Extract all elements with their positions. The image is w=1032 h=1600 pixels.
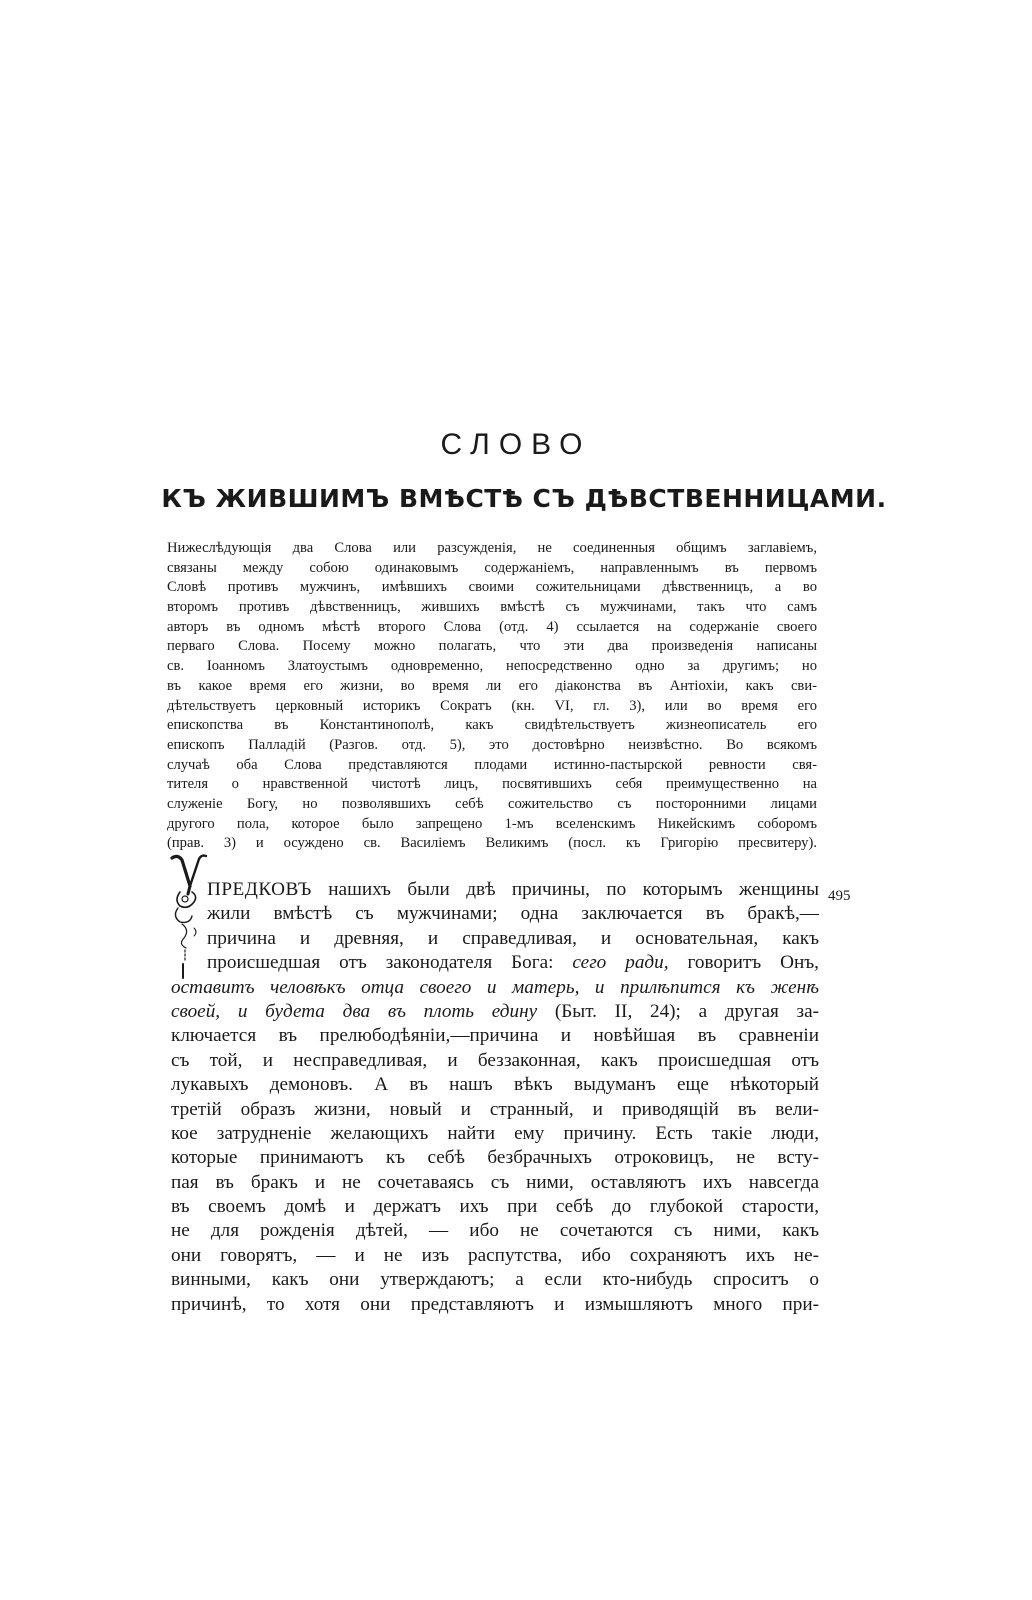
opening-word: ПРЕДКОВЪ xyxy=(207,879,312,900)
intro-line: дѣтельствуетъ церковный историкъ Сократъ (кн. VI, гл. 3), или во время его xyxy=(167,697,817,714)
intro-line: служеніе Богу, но позволявшихъ себѣ сожительство съ посторонними лицами xyxy=(167,795,817,812)
text-line: лукавыхъ демоновъ. А въ нашъ вѣкъ выдуманъ еще нѣкоторый xyxy=(171,1074,819,1096)
intro-line: авторъ въ одномъ мѣстѣ второго Слова (отд. 4) ссылается на содержаніе своего xyxy=(167,618,817,635)
intro-line: другого пола, которое было запрещено 1-мъ вселенскимъ Никейскимъ соборомъ xyxy=(167,815,817,832)
intro-line: въ какое время его жизни, во время ли его діаконства въ Антіохіи, какъ сви- xyxy=(167,677,817,694)
text-lines-continued xyxy=(171,1024,819,1317)
margin-page-number: 495 xyxy=(828,888,851,904)
scripture-quote: сего ради, xyxy=(572,952,669,974)
main-text xyxy=(171,878,819,1317)
intro-line: епископъ Палладій (Разгов. отд. 5), это достовѣрно неизвѣстно. Во всякомъ xyxy=(167,736,817,753)
text-line: они говорятъ, — и не изъ распутства, ибо сохраняютъ ихъ не- xyxy=(171,1244,819,1266)
text-line: которые принимаютъ къ себѣ безбрачныхъ отроковицъ, не всту- xyxy=(171,1147,819,1169)
intro-line: епископства въ Константинополѣ, какъ свидѣтельствуетъ жизнеописатель его xyxy=(167,717,817,734)
text-line: жили вмѣстѣ съ мужчинами; одна заключается въ бракѣ,— xyxy=(207,903,819,925)
text-line: происшедшая отъ законодателя Бога: сего ради, говоритъ Онъ, xyxy=(207,952,819,974)
intro-line: Нижеслѣдующія два Слова или разсужденія, не соединенныя общимъ заглавіемъ, xyxy=(167,540,817,556)
scripture-quote: оставитъ человѣкъ отца своего и матерь, и прилѣпится къ женѣ xyxy=(171,976,819,998)
text-line: кое затрудненіе желающихъ найти ему причину. Есть такіе люди, xyxy=(171,1122,819,1144)
text-line: своей, и будета два въ плоть едину (Быт. II, 24); а другая за- xyxy=(171,1000,820,1022)
intro-line: связаны между собою одинаковымъ содержаніемъ, направленнымъ въ первомъ xyxy=(167,559,817,576)
document-title: СЛОВО xyxy=(440,428,592,461)
intro-line: (прав. 3) и осуждено св. Василіемъ Великимъ (посл. къ Григорію пресвитеру). xyxy=(167,835,817,852)
text-line: ПРЕДКОВЪ нашихъ были двѣ причины, по которымъ женщины xyxy=(207,879,820,900)
text-line: въ своемъ домѣ и держатъ ихъ при себѣ до глубокой старости, xyxy=(171,1196,819,1218)
text-line: причинѣ, то хотя они представляютъ и измышляютъ много при- xyxy=(171,1293,819,1315)
intro-line: тителя о нравственной чистотѣ лицъ, посвятившихъ себя преимущественно на xyxy=(167,776,817,793)
text-line: съ той, и несправедливая, и беззаконная, какъ происшедшая отъ xyxy=(171,1049,819,1071)
text-line: причина и древняя, и справедливая, и основательная, какъ xyxy=(207,927,819,949)
scripture-quote: своей, и будета два въ плоть едину xyxy=(171,1000,538,1022)
text-line: винными, какъ они утверждаютъ; а если кто-нибудь спроситъ о xyxy=(171,1269,819,1291)
intro-paragraph xyxy=(167,539,817,854)
intro-line: св. Іоанномъ Златоустымъ одновременно, непосредственно одно за другимъ; но xyxy=(167,658,817,675)
intro-line: перваго Слова. Посему можно полагать, что эти два произведенія написаны xyxy=(167,638,817,655)
intro-line: Словѣ противъ мужчинъ, имѣвшихъ своими сожительницами дѣвственницъ, а во xyxy=(167,579,817,596)
intro-line: второмъ противъ дѣвственницъ, жившихъ вмѣстѣ съ мужчинами, такъ что самъ xyxy=(167,599,817,616)
text-line: третій образъ жизни, новый и странный, и приводящій въ вели- xyxy=(171,1098,819,1120)
text-line: пая въ бракъ и не сочетаваясь съ ними, оставляютъ ихъ навсегда xyxy=(171,1171,819,1193)
document-subtitle: КЪ ЖИВШИМЪ ВМѢСТѢ СЪ ДѢВСТВЕННИЦАМИ. xyxy=(161,484,887,513)
text-line: ключается въ прелюбодѣяніи,—причина и новѣйшая въ сравненіи xyxy=(171,1025,819,1047)
text-line: не для рожденія дѣтей, — ибо не сочетаются съ ними, какъ xyxy=(171,1220,819,1242)
intro-line: случаѣ оба Слова представляются плодами истинно-пастырской ревности свя- xyxy=(167,756,817,773)
